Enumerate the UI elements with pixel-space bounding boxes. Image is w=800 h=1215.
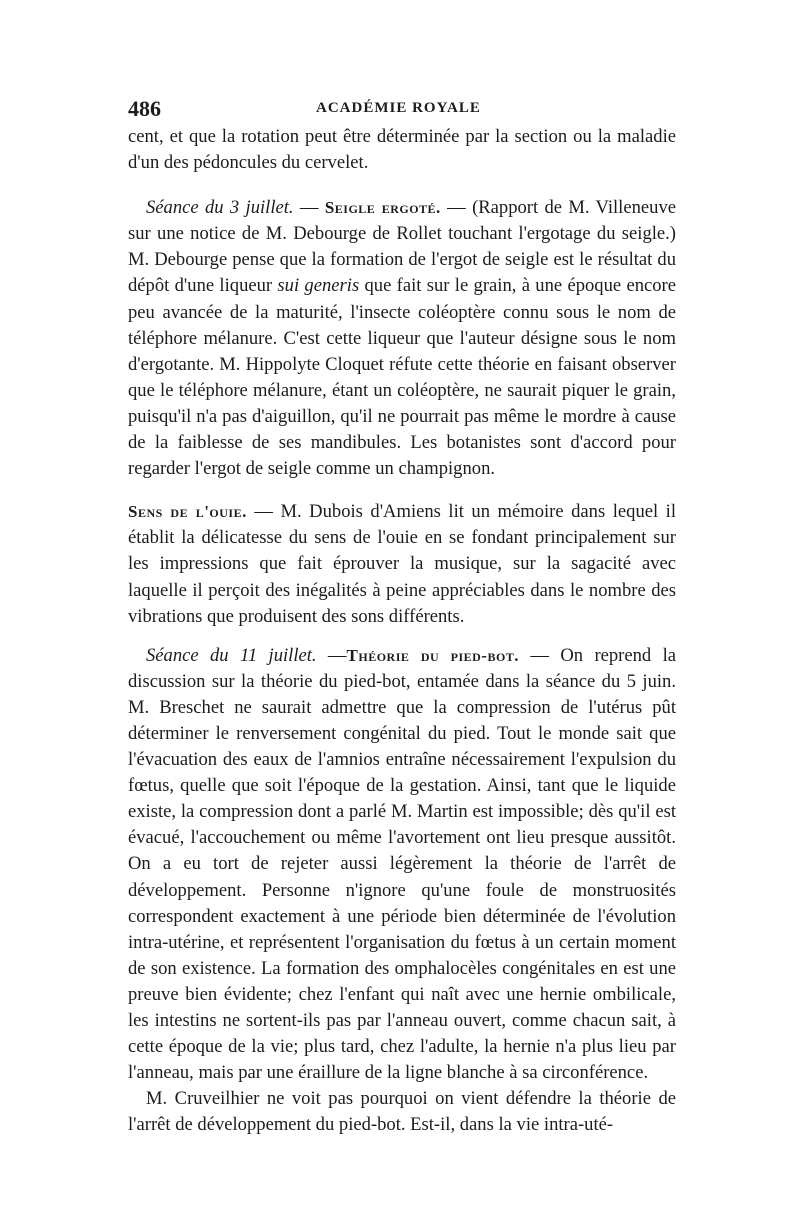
dash: —: [293, 197, 325, 219]
page-body: [128, 124, 676, 1138]
paragraph-text: cent, et que la rotation peut être déterminée par la section ou la maladie d'un des pédoncules du cervelet.: [128, 126, 676, 174]
paragraph-cruveilhier: [128, 1086, 676, 1138]
section-rubric: Seigle ergoté.: [324, 198, 441, 218]
paragraph-text: On reprend la discussion sur la théorie du pied-bot, entamée dans la séance du 5 juin. M. Breschet ne saurait admettre que la compression de l'utérus pût déterminer le renversement congénital du pied. Tout le monde sait que l'évacuation des eaux de l'amnios entraîne nécessairement l'expulsion du fœtus, quelle que soit l'époque de la gestation. Ainsi, tant que le liquide existe, la compression dont a parlé M. Martin est impossible; dès qu'il est évacué, l'accouchement ou même l'avortement ont lieu presque aussitôt. On a eu tort de rejeter aussi légèrement la théorie de l'arrêt de développement. Personne n'ignore qu'une foule de monstruosités correspondent exactement à une période bien déterminée de l'évolution intra-utérine, et représentent l'organisation du fœtus à un certain moment de son existence. La formation des omphalocèles congénitales en est une preuve bien évidente; chez l'enfant qui naît avec une hernie ombilicale, les intestins ne sortent-ils pas par l'anneau ouvert, comme chacun sait, à cette époque de la vie; plus tard, chez l'adulte, la hernie n'a plus lieu par l'anneau, mais par une éraillure de la ligne blanche à sa circonférence.: [128, 644, 676, 1084]
running-head: ACADÉMIE ROYALE: [316, 100, 481, 116]
dash: —: [440, 197, 473, 219]
paragraph-sens-ouie: [128, 499, 676, 629]
paragraph-text: (Rapport de M. Villeneuve sur une notice de M. Debourge de Rollet touchant l'ergotage du seigle.) M. Debourge pense que la formation de l'ergot de seigle est le résultat du dépôt d'une liqueur: [128, 197, 676, 297]
paragraph-text: M. Cruveilhier ne voit pas pourquoi on vient défendre la théorie de l'arrêt de développement du pied-bot. Est-il, dans la vie intra-uté-: [128, 1088, 676, 1136]
dash: —: [246, 501, 281, 523]
paragraph-text: que fait sur le grain, à une époque encore peu avancée de la maturité, l'insecte coléoptère connu sous le nom de téléphore mélanure. C'est cette liqueur que l'auteur désigne sous le nom d'ergotante. M. Hippolyte Cloquet réfute cette théorie en faisant observer que le téléphore mélanure, étant un coléoptère, ne saurait piquer le grain, puisqu'il n'a pas d'aiguillon, qu'il ne pourrait pas même le mordre à cause de la faiblesse de ses mandibules. Les botanistes sont d'accord pour regarder l'ergot de seigle comme un champignon.: [128, 275, 676, 480]
section-rubric: Sens de l'ouie.: [128, 502, 247, 522]
dash: —: [519, 644, 561, 666]
page-number: 486: [128, 96, 161, 121]
session-date: Séance du 3 juillet.: [146, 197, 294, 219]
paragraph-seigle-ergote: [128, 195, 676, 482]
paragraph-continuation: [128, 124, 676, 176]
paragraph-text: M. Dubois d'Amiens lit un mémoire dans lequel il établit la délicatesse du sens de l'ouie en se fondant principalement sur les impressions que fait éprouver la musique, sur la sagacité avec laquelle il perçoit des inégalités à peine appréciables dans le nombre des vibrations que produisent des sons différents.: [128, 501, 677, 627]
latin-phrase: sui generis: [277, 275, 360, 297]
page-header: [128, 96, 676, 126]
session-date: Séance du 11 juillet.: [146, 644, 317, 666]
dash: —: [316, 644, 347, 666]
paragraph-pied-bot: [128, 643, 676, 1087]
section-rubric: Théorie du pied-bot.: [346, 645, 520, 665]
